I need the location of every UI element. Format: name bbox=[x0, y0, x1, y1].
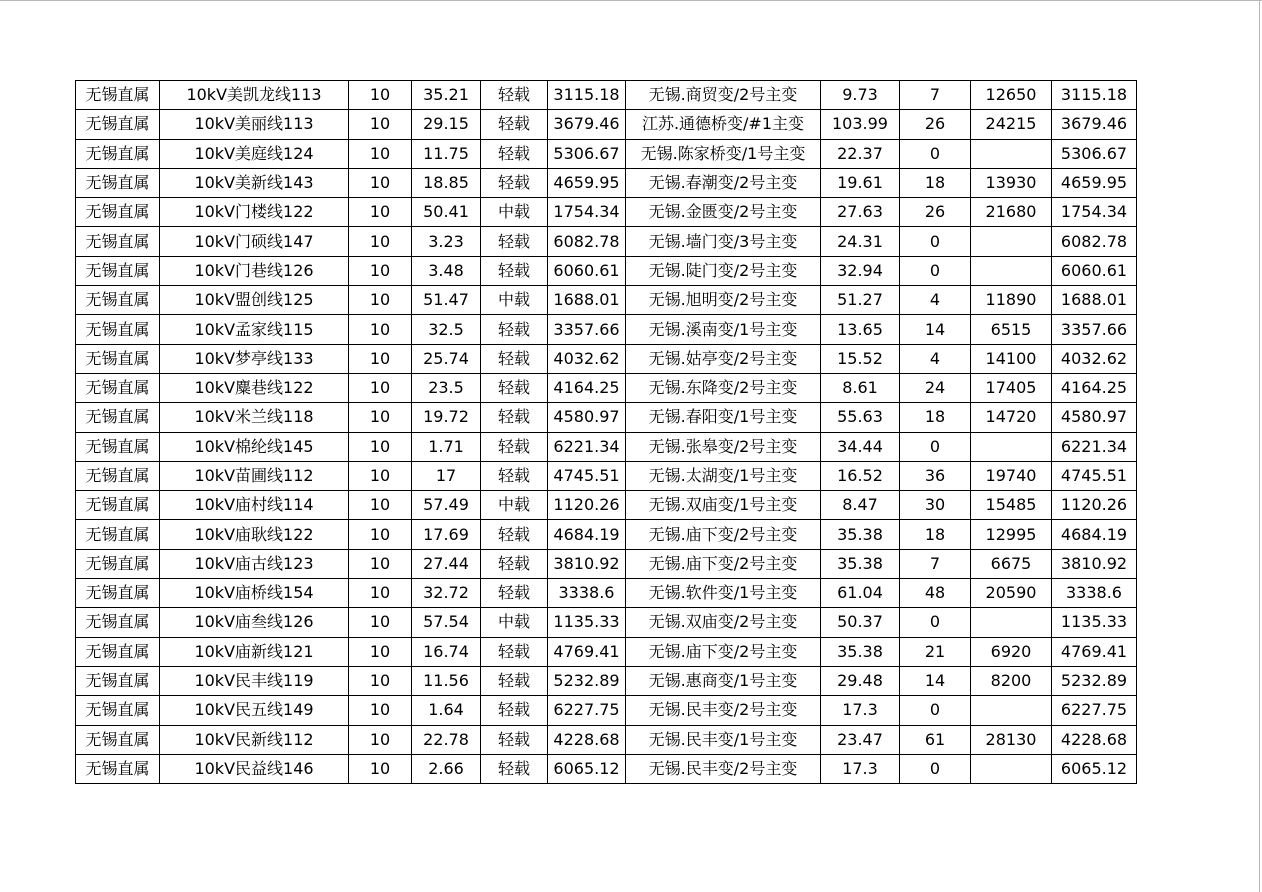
capacity-cell: 6082.78 bbox=[548, 227, 626, 256]
voltage-cell: 10 bbox=[349, 256, 412, 285]
table-body bbox=[76, 81, 1137, 784]
transformer-cell: 无锡.商贸变/2号主变 bbox=[626, 81, 821, 110]
user-capacity-cell: 15485 bbox=[971, 491, 1052, 520]
user-capacity-cell: 13930 bbox=[971, 168, 1052, 197]
transformer-rate-cell: 61.04 bbox=[821, 579, 900, 608]
user-capacity-cell bbox=[971, 696, 1052, 725]
user-count-cell: 7 bbox=[900, 81, 971, 110]
load-rate-cell: 18.85 bbox=[412, 168, 481, 197]
table-row bbox=[76, 168, 1137, 197]
org-cell: 无锡直属 bbox=[76, 696, 160, 725]
feeder-name-cell: 10kV庙叁线126 bbox=[160, 608, 349, 637]
user-capacity-cell: 6515 bbox=[971, 315, 1052, 344]
table-row bbox=[76, 373, 1137, 402]
transformer-cell: 无锡.庙下变/2号主变 bbox=[626, 520, 821, 549]
user-count-cell: 14 bbox=[900, 666, 971, 695]
feeder-name-cell: 10kV梦亭线133 bbox=[160, 344, 349, 373]
org-cell: 无锡直属 bbox=[76, 637, 160, 666]
org-cell: 无锡直属 bbox=[76, 579, 160, 608]
load-status-cell: 中载 bbox=[481, 286, 548, 315]
transformer-rate-cell: 15.52 bbox=[821, 344, 900, 373]
user-capacity-cell: 21680 bbox=[971, 198, 1052, 227]
org-cell: 无锡直属 bbox=[76, 286, 160, 315]
org-cell: 无锡直属 bbox=[76, 608, 160, 637]
feeder-name-cell: 10kV庙耿线122 bbox=[160, 520, 349, 549]
load-rate-cell: 50.41 bbox=[412, 198, 481, 227]
table-row bbox=[76, 666, 1137, 695]
org-cell: 无锡直属 bbox=[76, 344, 160, 373]
load-rate-cell: 29.15 bbox=[412, 110, 481, 139]
capacity-cell: 1754.34 bbox=[548, 198, 626, 227]
load-rate-cell: 19.72 bbox=[412, 403, 481, 432]
load-rate-cell: 17.69 bbox=[412, 520, 481, 549]
transformer-rate-cell: 103.99 bbox=[821, 110, 900, 139]
feeder-name-cell: 10kV门巷线126 bbox=[160, 256, 349, 285]
available-capacity-cell: 4580.97 bbox=[1052, 403, 1137, 432]
table-row bbox=[76, 198, 1137, 227]
transformer-cell: 无锡.金匮变/2号主变 bbox=[626, 198, 821, 227]
feeder-name-cell: 10kV民五线149 bbox=[160, 696, 349, 725]
transformer-cell: 无锡.溪南变/1号主变 bbox=[626, 315, 821, 344]
available-capacity-cell: 6082.78 bbox=[1052, 227, 1137, 256]
capacity-cell: 4164.25 bbox=[548, 373, 626, 402]
load-status-cell: 轻载 bbox=[481, 403, 548, 432]
table-row bbox=[76, 432, 1137, 461]
load-status-cell: 轻载 bbox=[481, 520, 548, 549]
user-capacity-cell bbox=[971, 754, 1052, 783]
user-capacity-cell: 8200 bbox=[971, 666, 1052, 695]
transformer-cell: 无锡.陈家桥变/1号主变 bbox=[626, 139, 821, 168]
load-rate-cell: 11.75 bbox=[412, 139, 481, 168]
load-rate-cell: 32.5 bbox=[412, 315, 481, 344]
load-status-cell: 轻载 bbox=[481, 579, 548, 608]
load-rate-cell: 2.66 bbox=[412, 754, 481, 783]
user-count-cell: 0 bbox=[900, 256, 971, 285]
available-capacity-cell: 6065.12 bbox=[1052, 754, 1137, 783]
capacity-cell: 3338.6 bbox=[548, 579, 626, 608]
feeder-name-cell: 10kV米兰线118 bbox=[160, 403, 349, 432]
available-capacity-cell: 4164.25 bbox=[1052, 373, 1137, 402]
available-capacity-cell: 4745.51 bbox=[1052, 461, 1137, 490]
load-rate-cell: 3.48 bbox=[412, 256, 481, 285]
load-status-cell: 轻载 bbox=[481, 373, 548, 402]
transformer-rate-cell: 51.27 bbox=[821, 286, 900, 315]
feeder-name-cell: 10kV庙新线121 bbox=[160, 637, 349, 666]
org-cell: 无锡直属 bbox=[76, 198, 160, 227]
table-row bbox=[76, 256, 1137, 285]
transformer-rate-cell: 24.31 bbox=[821, 227, 900, 256]
available-capacity-cell: 3357.66 bbox=[1052, 315, 1137, 344]
table-row bbox=[76, 110, 1137, 139]
feeder-name-cell: 10kV孟家线115 bbox=[160, 315, 349, 344]
transformer-rate-cell: 17.3 bbox=[821, 754, 900, 783]
available-capacity-cell: 4769.41 bbox=[1052, 637, 1137, 666]
voltage-cell: 10 bbox=[349, 227, 412, 256]
available-capacity-cell: 3810.92 bbox=[1052, 549, 1137, 578]
voltage-cell: 10 bbox=[349, 403, 412, 432]
user-count-cell: 0 bbox=[900, 754, 971, 783]
table-row bbox=[76, 344, 1137, 373]
transformer-cell: 无锡.庙下变/2号主变 bbox=[626, 549, 821, 578]
org-cell: 无锡直属 bbox=[76, 81, 160, 110]
table-row bbox=[76, 696, 1137, 725]
transformer-cell: 无锡.民丰变/1号主变 bbox=[626, 725, 821, 754]
load-rate-cell: 57.49 bbox=[412, 491, 481, 520]
feeder-name-cell: 10kV民新线112 bbox=[160, 725, 349, 754]
feeder-load-table bbox=[75, 80, 1137, 784]
user-capacity-cell: 12650 bbox=[971, 81, 1052, 110]
available-capacity-cell: 4032.62 bbox=[1052, 344, 1137, 373]
user-count-cell: 7 bbox=[900, 549, 971, 578]
voltage-cell: 10 bbox=[349, 432, 412, 461]
user-capacity-cell: 6920 bbox=[971, 637, 1052, 666]
load-rate-cell: 1.64 bbox=[412, 696, 481, 725]
voltage-cell: 10 bbox=[349, 579, 412, 608]
load-status-cell: 轻载 bbox=[481, 315, 548, 344]
org-cell: 无锡直属 bbox=[76, 461, 160, 490]
user-count-cell: 18 bbox=[900, 403, 971, 432]
user-count-cell: 30 bbox=[900, 491, 971, 520]
voltage-cell: 10 bbox=[349, 168, 412, 197]
feeder-name-cell: 10kV美凯龙线113 bbox=[160, 81, 349, 110]
load-rate-cell: 51.47 bbox=[412, 286, 481, 315]
load-status-cell: 轻载 bbox=[481, 725, 548, 754]
available-capacity-cell: 4228.68 bbox=[1052, 725, 1137, 754]
load-rate-cell: 3.23 bbox=[412, 227, 481, 256]
available-capacity-cell: 6227.75 bbox=[1052, 696, 1137, 725]
available-capacity-cell: 4659.95 bbox=[1052, 168, 1137, 197]
feeder-name-cell: 10kV麋巷线122 bbox=[160, 373, 349, 402]
org-cell: 无锡直属 bbox=[76, 168, 160, 197]
user-capacity-cell: 11890 bbox=[971, 286, 1052, 315]
transformer-cell: 无锡.民丰变/2号主变 bbox=[626, 754, 821, 783]
load-rate-cell: 23.5 bbox=[412, 373, 481, 402]
user-capacity-cell bbox=[971, 432, 1052, 461]
transformer-rate-cell: 35.38 bbox=[821, 637, 900, 666]
table-row bbox=[76, 139, 1137, 168]
load-status-cell: 中载 bbox=[481, 491, 548, 520]
feeder-name-cell: 10kV美丽线113 bbox=[160, 110, 349, 139]
user-capacity-cell bbox=[971, 608, 1052, 637]
load-status-cell: 轻载 bbox=[481, 637, 548, 666]
load-status-cell: 轻载 bbox=[481, 344, 548, 373]
table-row bbox=[76, 81, 1137, 110]
page-top-border bbox=[0, 0, 1262, 1]
available-capacity-cell: 6221.34 bbox=[1052, 432, 1137, 461]
transformer-cell: 无锡.太湖变/1号主变 bbox=[626, 461, 821, 490]
capacity-cell: 6221.34 bbox=[548, 432, 626, 461]
load-rate-cell: 35.21 bbox=[412, 81, 481, 110]
table-row bbox=[76, 520, 1137, 549]
transformer-rate-cell: 9.73 bbox=[821, 81, 900, 110]
transformer-cell: 无锡.春潮变/2号主变 bbox=[626, 168, 821, 197]
transformer-rate-cell: 19.61 bbox=[821, 168, 900, 197]
voltage-cell: 10 bbox=[349, 608, 412, 637]
voltage-cell: 10 bbox=[349, 81, 412, 110]
feeder-name-cell: 10kV庙村线114 bbox=[160, 491, 349, 520]
load-status-cell: 轻载 bbox=[481, 696, 548, 725]
load-rate-cell: 57.54 bbox=[412, 608, 481, 637]
available-capacity-cell: 3115.18 bbox=[1052, 81, 1137, 110]
load-status-cell: 中载 bbox=[481, 608, 548, 637]
load-status-cell: 轻载 bbox=[481, 168, 548, 197]
voltage-cell: 10 bbox=[349, 373, 412, 402]
load-status-cell: 轻载 bbox=[481, 432, 548, 461]
transformer-rate-cell: 23.47 bbox=[821, 725, 900, 754]
transformer-cell: 无锡.庙下变/2号主变 bbox=[626, 637, 821, 666]
org-cell: 无锡直属 bbox=[76, 403, 160, 432]
user-capacity-cell: 14100 bbox=[971, 344, 1052, 373]
feeder-name-cell: 10kV美新线143 bbox=[160, 168, 349, 197]
user-count-cell: 0 bbox=[900, 696, 971, 725]
org-cell: 无锡直属 bbox=[76, 725, 160, 754]
load-rate-cell: 16.74 bbox=[412, 637, 481, 666]
org-cell: 无锡直属 bbox=[76, 549, 160, 578]
voltage-cell: 10 bbox=[349, 549, 412, 578]
user-count-cell: 36 bbox=[900, 461, 971, 490]
capacity-cell: 4032.62 bbox=[548, 344, 626, 373]
voltage-cell: 10 bbox=[349, 110, 412, 139]
load-status-cell: 中载 bbox=[481, 198, 548, 227]
available-capacity-cell: 6060.61 bbox=[1052, 256, 1137, 285]
load-status-cell: 轻载 bbox=[481, 227, 548, 256]
user-count-cell: 0 bbox=[900, 432, 971, 461]
user-capacity-cell bbox=[971, 227, 1052, 256]
org-cell: 无锡直属 bbox=[76, 491, 160, 520]
capacity-cell: 1135.33 bbox=[548, 608, 626, 637]
feeder-name-cell: 10kV门楼线122 bbox=[160, 198, 349, 227]
voltage-cell: 10 bbox=[349, 286, 412, 315]
feeder-name-cell: 10kV民丰线119 bbox=[160, 666, 349, 695]
capacity-cell: 4228.68 bbox=[548, 725, 626, 754]
transformer-cell: 无锡.张皋变/2号主变 bbox=[626, 432, 821, 461]
org-cell: 无锡直属 bbox=[76, 315, 160, 344]
feeder-name-cell: 10kV民益线146 bbox=[160, 754, 349, 783]
transformer-rate-cell: 34.44 bbox=[821, 432, 900, 461]
voltage-cell: 10 bbox=[349, 139, 412, 168]
user-capacity-cell bbox=[971, 139, 1052, 168]
org-cell: 无锡直属 bbox=[76, 256, 160, 285]
transformer-cell: 无锡.软件变/1号主变 bbox=[626, 579, 821, 608]
transformer-rate-cell: 35.38 bbox=[821, 520, 900, 549]
load-rate-cell: 27.44 bbox=[412, 549, 481, 578]
available-capacity-cell: 3679.46 bbox=[1052, 110, 1137, 139]
load-status-cell: 轻载 bbox=[481, 139, 548, 168]
available-capacity-cell: 5232.89 bbox=[1052, 666, 1137, 695]
user-count-cell: 0 bbox=[900, 227, 971, 256]
capacity-cell: 6060.61 bbox=[548, 256, 626, 285]
page-right-border bbox=[1259, 0, 1260, 892]
capacity-cell: 5306.67 bbox=[548, 139, 626, 168]
user-count-cell: 21 bbox=[900, 637, 971, 666]
capacity-cell: 1120.26 bbox=[548, 491, 626, 520]
table-row bbox=[76, 549, 1137, 578]
transformer-cell: 无锡.民丰变/2号主变 bbox=[626, 696, 821, 725]
capacity-cell: 1688.01 bbox=[548, 286, 626, 315]
feeder-name-cell: 10kV苗圃线112 bbox=[160, 461, 349, 490]
user-count-cell: 61 bbox=[900, 725, 971, 754]
table-row bbox=[76, 608, 1137, 637]
user-capacity-cell bbox=[971, 256, 1052, 285]
transformer-rate-cell: 55.63 bbox=[821, 403, 900, 432]
org-cell: 无锡直属 bbox=[76, 666, 160, 695]
feeder-name-cell: 10kV庙桥线154 bbox=[160, 579, 349, 608]
available-capacity-cell: 4684.19 bbox=[1052, 520, 1137, 549]
user-capacity-cell: 28130 bbox=[971, 725, 1052, 754]
user-capacity-cell: 17405 bbox=[971, 373, 1052, 402]
available-capacity-cell: 5306.67 bbox=[1052, 139, 1137, 168]
load-status-cell: 轻载 bbox=[481, 256, 548, 285]
transformer-cell: 江苏.通德桥变/#1主变 bbox=[626, 110, 821, 139]
load-status-cell: 轻载 bbox=[481, 461, 548, 490]
user-count-cell: 24 bbox=[900, 373, 971, 402]
feeder-name-cell: 10kV盟创线125 bbox=[160, 286, 349, 315]
capacity-cell: 4745.51 bbox=[548, 461, 626, 490]
user-capacity-cell: 24215 bbox=[971, 110, 1052, 139]
transformer-cell: 无锡.双庙变/1号主变 bbox=[626, 491, 821, 520]
available-capacity-cell: 1135.33 bbox=[1052, 608, 1137, 637]
org-cell: 无锡直属 bbox=[76, 373, 160, 402]
capacity-cell: 3810.92 bbox=[548, 549, 626, 578]
capacity-cell: 6065.12 bbox=[548, 754, 626, 783]
user-count-cell: 18 bbox=[900, 520, 971, 549]
user-count-cell: 4 bbox=[900, 344, 971, 373]
voltage-cell: 10 bbox=[349, 754, 412, 783]
table-row bbox=[76, 754, 1137, 783]
user-count-cell: 14 bbox=[900, 315, 971, 344]
load-rate-cell: 1.71 bbox=[412, 432, 481, 461]
transformer-cell: 无锡.双庙变/2号主变 bbox=[626, 608, 821, 637]
user-count-cell: 4 bbox=[900, 286, 971, 315]
transformer-rate-cell: 29.48 bbox=[821, 666, 900, 695]
capacity-cell: 3115.18 bbox=[548, 81, 626, 110]
transformer-cell: 无锡.惠商变/1号主变 bbox=[626, 666, 821, 695]
table-row bbox=[76, 227, 1137, 256]
available-capacity-cell: 1754.34 bbox=[1052, 198, 1137, 227]
org-cell: 无锡直属 bbox=[76, 139, 160, 168]
user-capacity-cell: 6675 bbox=[971, 549, 1052, 578]
voltage-cell: 10 bbox=[349, 725, 412, 754]
voltage-cell: 10 bbox=[349, 696, 412, 725]
user-count-cell: 26 bbox=[900, 110, 971, 139]
capacity-cell: 4659.95 bbox=[548, 168, 626, 197]
available-capacity-cell: 1120.26 bbox=[1052, 491, 1137, 520]
voltage-cell: 10 bbox=[349, 198, 412, 227]
transformer-cell: 无锡.旭明变/2号主变 bbox=[626, 286, 821, 315]
user-capacity-cell: 14720 bbox=[971, 403, 1052, 432]
org-cell: 无锡直属 bbox=[76, 110, 160, 139]
transformer-rate-cell: 22.37 bbox=[821, 139, 900, 168]
load-status-cell: 轻载 bbox=[481, 110, 548, 139]
load-status-cell: 轻载 bbox=[481, 81, 548, 110]
voltage-cell: 10 bbox=[349, 637, 412, 666]
voltage-cell: 10 bbox=[349, 315, 412, 344]
transformer-cell: 无锡.墙门变/3号主变 bbox=[626, 227, 821, 256]
org-cell: 无锡直属 bbox=[76, 520, 160, 549]
user-count-cell: 0 bbox=[900, 139, 971, 168]
transformer-cell: 无锡.陡门变/2号主变 bbox=[626, 256, 821, 285]
transformer-rate-cell: 50.37 bbox=[821, 608, 900, 637]
transformer-rate-cell: 17.3 bbox=[821, 696, 900, 725]
capacity-cell: 4580.97 bbox=[548, 403, 626, 432]
transformer-rate-cell: 27.63 bbox=[821, 198, 900, 227]
table-row bbox=[76, 286, 1137, 315]
capacity-cell: 4684.19 bbox=[548, 520, 626, 549]
capacity-cell: 3679.46 bbox=[548, 110, 626, 139]
voltage-cell: 10 bbox=[349, 461, 412, 490]
org-cell: 无锡直属 bbox=[76, 432, 160, 461]
load-rate-cell: 11.56 bbox=[412, 666, 481, 695]
transformer-rate-cell: 13.65 bbox=[821, 315, 900, 344]
transformer-rate-cell: 8.61 bbox=[821, 373, 900, 402]
table-row bbox=[76, 315, 1137, 344]
transformer-cell: 无锡.姑亭变/2号主变 bbox=[626, 344, 821, 373]
voltage-cell: 10 bbox=[349, 520, 412, 549]
load-rate-cell: 17 bbox=[412, 461, 481, 490]
user-count-cell: 0 bbox=[900, 608, 971, 637]
load-rate-cell: 32.72 bbox=[412, 579, 481, 608]
load-status-cell: 轻载 bbox=[481, 666, 548, 695]
table-row bbox=[76, 579, 1137, 608]
voltage-cell: 10 bbox=[349, 491, 412, 520]
feeder-name-cell: 10kV庙古线123 bbox=[160, 549, 349, 578]
user-count-cell: 26 bbox=[900, 198, 971, 227]
transformer-rate-cell: 16.52 bbox=[821, 461, 900, 490]
load-rate-cell: 22.78 bbox=[412, 725, 481, 754]
available-capacity-cell: 3338.6 bbox=[1052, 579, 1137, 608]
feeder-name-cell: 10kV棉纶线145 bbox=[160, 432, 349, 461]
feeder-name-cell: 10kV门硕线147 bbox=[160, 227, 349, 256]
user-capacity-cell: 12995 bbox=[971, 520, 1052, 549]
available-capacity-cell: 1688.01 bbox=[1052, 286, 1137, 315]
transformer-rate-cell: 32.94 bbox=[821, 256, 900, 285]
feeder-name-cell: 10kV美庭线124 bbox=[160, 139, 349, 168]
voltage-cell: 10 bbox=[349, 344, 412, 373]
user-count-cell: 48 bbox=[900, 579, 971, 608]
user-count-cell: 18 bbox=[900, 168, 971, 197]
table-row bbox=[76, 637, 1137, 666]
user-capacity-cell: 19740 bbox=[971, 461, 1052, 490]
table-row bbox=[76, 491, 1137, 520]
org-cell: 无锡直属 bbox=[76, 227, 160, 256]
voltage-cell: 10 bbox=[349, 666, 412, 695]
load-status-cell: 轻载 bbox=[481, 754, 548, 783]
capacity-cell: 6227.75 bbox=[548, 696, 626, 725]
table-row bbox=[76, 725, 1137, 754]
transformer-rate-cell: 35.38 bbox=[821, 549, 900, 578]
transformer-cell: 无锡.春阳变/1号主变 bbox=[626, 403, 821, 432]
capacity-cell: 4769.41 bbox=[548, 637, 626, 666]
load-status-cell: 轻载 bbox=[481, 549, 548, 578]
user-capacity-cell: 20590 bbox=[971, 579, 1052, 608]
table-row bbox=[76, 461, 1137, 490]
transformer-cell: 无锡.东降变/2号主变 bbox=[626, 373, 821, 402]
load-rate-cell: 25.74 bbox=[412, 344, 481, 373]
org-cell: 无锡直属 bbox=[76, 754, 160, 783]
capacity-cell: 5232.89 bbox=[548, 666, 626, 695]
table-row bbox=[76, 403, 1137, 432]
capacity-cell: 3357.66 bbox=[548, 315, 626, 344]
transformer-rate-cell: 8.47 bbox=[821, 491, 900, 520]
